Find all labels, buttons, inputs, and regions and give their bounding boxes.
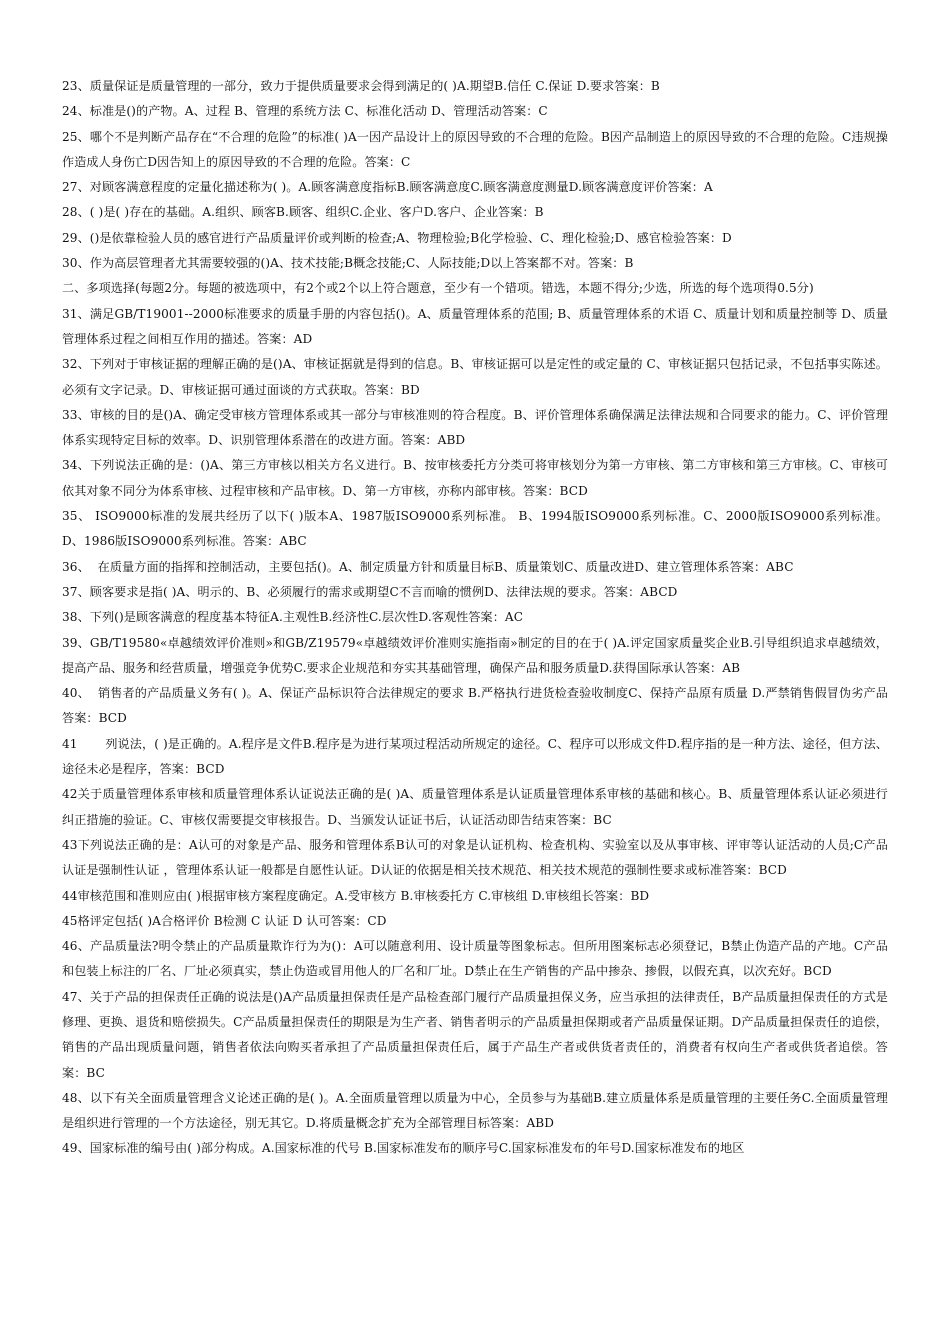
paragraph-q49: 49、国家标准的编号由( )部分构成。A.国家标准的代号 B.国家标准发布的顺序号C.国家标准发布的年号D.国家标准发布的地区 [62,1141,745,1156]
paragraph-q46: 46、产品质量法?明令禁止的产品质量欺诈行为为()：A可以随意利用、设计质量等图象标志。但所用图案标志必须登记，B禁止伪造产品的产地。C产品和包装上标注的厂名、厂址必须真实，禁止伪造或冒用他人的厂名和厂址。D禁止在生产销售的产品中掺杂、掺假，以假充真，以次充好。BCD [62,939,888,979]
paragraph-q43: 43下列说法正确的是：A认可的对象是产品、服务和管理体系B认可的对象是认证机构、检查机构、实验室以及从事审核、评审等认证活动的人员;C产品认证是强制性认证 ，管理体系认证一般都是自愿性认证。D认证的依据是相关技术规范、相关技术规范的强制性要求或标准答案：BCD [62,837,888,878]
paragraph-q41: 41 列说法，( )是正确的。A.程序是文件B.程序是为进行某项过程活动所规定的途径。C、程序可以形成文件D.程序指的是一种方法、途径，但方法、途径未必是程序，答案：BCD [62,736,888,777]
paragraph-q33: 33、审核的目的是()A、确定受审核方管理体系或其一部分与审核准则的符合程度。B、评价管理体系确保满足法律法规和合同要求的能力。C、评价管理体系实现特定目标的效率。D、识别管理体系潜在的改进方面。答案：ABD [62,407,888,448]
paragraph-q45: 45格评定包括( )A合格评价 B检测 C 认证 D 认可答案：CD [62,913,387,928]
paragraph-q40: 40、 销售者的产品质量义务有( )。A、保证产品标识符合法律规定的要求 B.严格执行进货检查验收制度C、保持产品原有质量 D.严禁销售假冒伪劣产品答案：BCD [62,686,888,726]
paragraph-q28: 28、( )是( )存在的基础。A.组织、顾客B.顾客、组织C.企业、客户D.客户、企业答案：B [62,205,544,220]
paragraph-q47: 47、关于产品的担保责任正确的说法是()A产品质量担保责任是产品检查部门履行产品质量担保义务，应当承担的法律责任，B产品质量担保责任的方式是修理、更换、退货和赔偿损失。C产品质量担保责任的期限是为生产者、销售者明示的产品质量担保期或者产品质量保证期。D产品质量担保责任的追偿，销售的产品出现质量问题，销售者依法向购买者承担了产品质量担保责任后，属于产品生产者或供货者责任的，消费者有权向生产者或供货者追偿。答案：BC [62,989,888,1080]
paragraph-q39: 39、GB/T19580«卓越绩效评价准则»和GB/Z19579«卓越绩效评价准则实施指南»制定的目的在于( )A.评定国家质量奖企业B.引导组织追求卓越绩效，提高产品、服务和经营质量，增强竞争优势C.要求企业规范和夯实其基础管理，确保产品和服务质量D.获得国际承认答案：AB [62,635,888,675]
paragraph-q48: 48、以下有关全面质量管理含义论述正确的是( )。A.全面质量管理以质量为中心，全员参与为基础B.建立质量体系是质量管理的主要任务C.全面质量管理是组织进行管理的一个方法途径，别无其它。D.将质量概念扩充为全部管理目标答案：ABD [62,1090,888,1131]
paragraph-q24: 24、标准是()的产物。A、过程 B、管理的系统方法 C、标准化活动 D、管理活动答案：C [62,104,548,119]
paragraph-q32: 32、下列对于审核证据的理解正确的是()A、审核证据就是得到的信息。B、审核证据可以是定性的或定量的 C、审核证据只包括记录，不包括事实陈述。必须有文字记录。D、审核证据可通过面谈的方式获取。答案：BD [62,357,888,397]
paragraph-q25: 25、哪个不是判断产品存在“不合理的危险”的标准( )A一因产品设计上的原因导致的不合理的危险。B因产品制造上的原因导致的不合理的危险。C违规操作造成人身伤亡D因告知上的原因导致的不合理的危险。答案：C [62,129,888,169]
paragraph-q34: 34、下列说法正确的是：()A、第三方审核以相关方名义进行。B、按审核委托方分类可将审核划分为第一方审核、第二方审核和第三方审核。C、审核可依其对象不同分为体系审核、过程审核和产品审核。D、第一方审核，亦称内部审核。答案：BCD [62,458,888,498]
paragraph-q37: 37、顾客要求是指( )A、明示的、B、必须履行的需求或期望C不言而喻的惯例D、法律法规的要求。答案：ABCD [62,584,678,599]
paragraph-q36: 36、 在质量方面的指挥和控制活动，主要包括()。A、制定质量方针和质量目标B、质量策划C、质量改进D、建立管理体系答案：ABC [62,559,794,574]
paragraph-q27: 27、对顾客满意程度的定量化描述称为( )。A.顾客满意度指标B.顾客满意度C.顾客满意度测量D.顾客满意度评价答案：A [62,180,713,195]
paragraph-q42: 42关于质量管理体系审核和质量管理体系认证说法正确的是( )A、质量管理体系是认证质量管理体系审核的基础和核心。B、质量管理体系认证必须进行纠正措施的验证。C、审核仅需要提交审核报告。D、当颁发认证证书后，认证活动即告结束答案：BC [62,787,888,827]
paragraph-q29: 29、()是依靠检验人员的感官进行产品质量评价或判断的检查;A、物理检验;B化学检验、C、理化检验;D、感官检验答案：D [62,230,732,245]
paragraph-q38: 38、下列()是顾客满意的程度基本特征A.主观性B.经济性C.层次性D.客观性答案：AC [62,610,524,625]
paragraph-q23: 23、质量保证是质量管理的一部分，致力于提供质量要求会得到满足的( )A.期望B.信任 C.保证 D.要求答案：B [62,79,660,93]
paragraph-q30: 30、作为高层管理者尤其需要较强的()A、技术技能;B概念技能;C、人际技能;D以上答案都不对。答案：B [62,256,634,271]
document-page [62,74,892,1162]
paragraph-q44: 44审核范围和准则应由( )根据审核方案程度确定。A.受审核方 B.审核委托方 C.审核组 D.审核组长答案：BD [62,888,650,903]
section-heading-multiple-choice: 二、多项选择(每题2分。每题的被选项中，有2个或2个以上符合题意，至少有一个错项。错选，本题不得分;少选，所选的每个选项得0.5分) [62,281,814,296]
paragraph-q31: 31、满足GB/T19001--2000标准要求的质量手册的内容包括()。A、质量管理体系的范围; B、质量管理体系的术语 C、质量计划和质量控制等 D、质量管理体系过程之间相互作用的描述。答案：AD [62,306,888,346]
paragraph-q35: 35、 ISO9000标准的发展共经历了以下( )版本A、1987版ISO9000系列标准。 B、1994版ISO9000系列标准。C、2000版ISO9000系列标准。 D、1986版ISO9000系列标准。答案：ABC [62,509,892,549]
